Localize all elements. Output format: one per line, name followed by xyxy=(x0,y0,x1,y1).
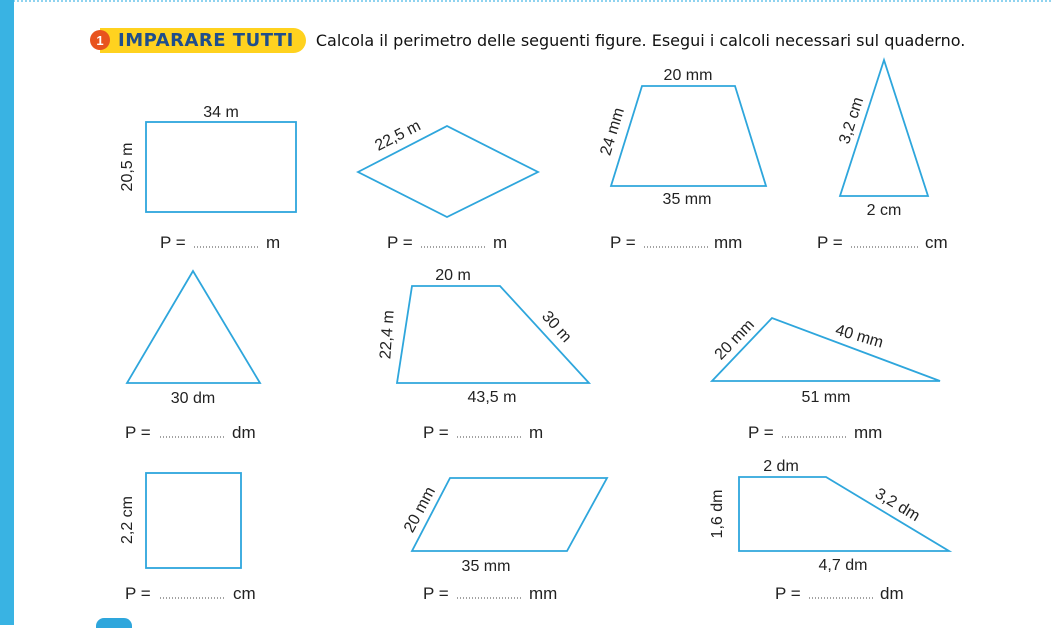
answer-prefix: P = xyxy=(610,233,636,252)
answer-unit: cm xyxy=(925,233,948,252)
trapezoid-2-right-label: 30 m xyxy=(538,308,575,346)
exercise-tag: IMPARARE TUTTI xyxy=(100,28,306,53)
right-trapezoid-slant-label: 3,2 dm xyxy=(871,485,923,526)
parallelogram-shape xyxy=(412,478,607,551)
scalene-triangle-right-label: 40 mm xyxy=(833,321,886,352)
trapezoid-2-bottom-label: 43,5 m xyxy=(467,389,517,406)
scalene-triangle-bottom-label: 51 mm xyxy=(801,389,851,406)
trapezoid-2-top-label: 20 m xyxy=(435,267,471,284)
rectangle-side-label: 20,5 m xyxy=(119,142,136,192)
square-side-label: 2,2 cm xyxy=(119,495,136,545)
equilateral-triangle-base-label: 30 dm xyxy=(170,390,216,407)
answer-prefix: P = xyxy=(423,423,449,442)
isosceles-triangle-base-label: 2 cm xyxy=(866,202,902,219)
rectangle-top-label: 34 m xyxy=(203,104,239,121)
trapezoid-shape xyxy=(611,86,766,186)
answer-prefix: P = xyxy=(387,233,413,252)
answer-unit: mm xyxy=(529,584,558,603)
answer-prefix: P = xyxy=(423,584,449,603)
trapezoid-side-label: 24 mm xyxy=(597,105,628,158)
trapezoid-bottom-label: 35 mm xyxy=(662,191,712,208)
answer-unit: mm xyxy=(714,233,743,252)
parallelogram-side-label: 20 mm xyxy=(401,484,440,536)
answer-prefix: P = xyxy=(160,233,186,252)
right-trapezoid-top-label: 2 dm xyxy=(763,458,799,475)
answer-unit: m xyxy=(493,233,508,252)
exercise-instruction: Calcola il perimetro delle seguenti figure. Esegui i calcoli necessari sul quaderno. xyxy=(315,30,966,50)
parallelogram-base-label: 35 mm xyxy=(461,558,511,575)
answer-prefix: P = xyxy=(775,584,801,603)
answer-prefix: P = xyxy=(817,233,843,252)
square-shape xyxy=(146,473,241,568)
answer-unit: mm xyxy=(854,423,883,442)
rhombus-side-label: 22,5 m xyxy=(372,117,424,155)
exercise-number-badge: 1 xyxy=(90,30,110,50)
answer-unit: m xyxy=(529,423,544,442)
answer-unit: dm xyxy=(232,423,256,442)
trapezoid-top-label: 20 mm xyxy=(663,67,713,84)
answer-prefix: P = xyxy=(125,584,151,603)
rectangle-shape xyxy=(146,122,296,212)
answer-prefix: P = xyxy=(748,423,774,442)
isosceles-triangle-side-label: 3,2 cm xyxy=(836,95,868,147)
answer-unit: dm xyxy=(880,584,904,603)
answer-unit: m xyxy=(266,233,281,252)
answer-unit: cm xyxy=(233,584,256,603)
trapezoid-2-left-label: 22,4 m xyxy=(377,309,398,360)
scalene-triangle-left-label: 20 mm xyxy=(711,316,758,364)
right-trapezoid-left-label: 1,6 dm xyxy=(709,489,726,539)
page-corner-mark xyxy=(96,618,132,628)
answer-prefix: P = xyxy=(125,423,151,442)
right-trapezoid-bottom-label: 4,7 dm xyxy=(818,557,868,574)
equilateral-triangle-shape xyxy=(127,271,260,383)
